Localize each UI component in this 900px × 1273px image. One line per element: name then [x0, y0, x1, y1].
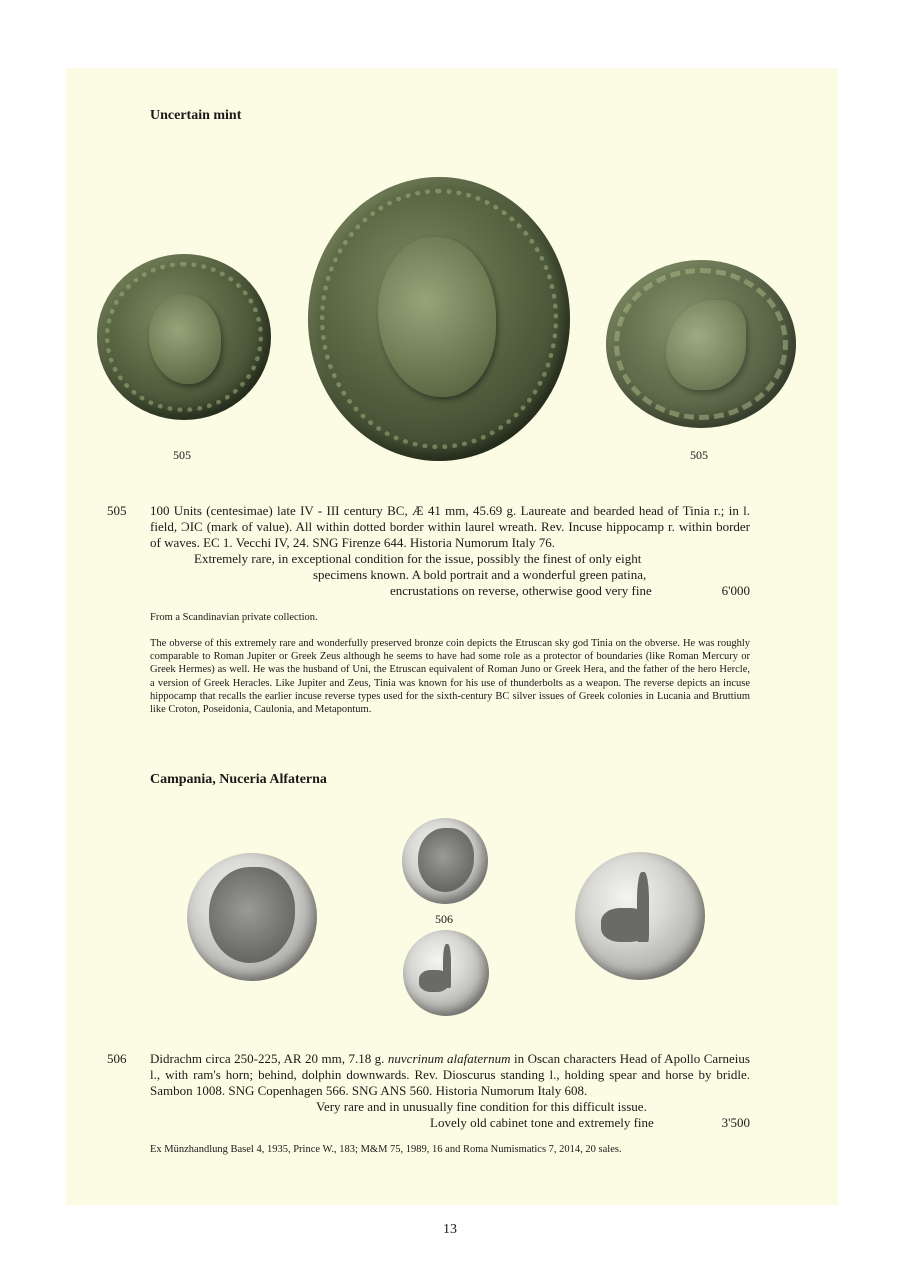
- coin-506-reverse-image: [403, 930, 489, 1016]
- lot-506-provenance: Ex Münzhandlung Basel 4, 1935, Prince W., 183; M&M 75, 1989, 16 and Roma Numismatics 7, 2014, 20 sales.: [150, 1144, 622, 1155]
- lot-505-condition-line-2: specimens known. A bold portrait and a wonderful green patina,: [313, 567, 647, 582]
- coin-506-reverse-enlarged-image: [575, 852, 705, 980]
- lot-506-condition-line-1: Very rare and in unusually fine condition for this difficult issue.: [316, 1099, 647, 1114]
- image-label-505-right: 505: [690, 448, 708, 462]
- coin-505-obverse-enlarged-image: [308, 177, 570, 461]
- section-heading-nuceria-alfaterna: Campania, Nuceria Alfaterna: [150, 772, 327, 787]
- lot-506-description: Didrachm circa 250-225, AR 20 mm, 7.18 g. nuvcrinum alafaternum in Oscan characters Head of Apollo Carneius l., with ram's horn; behind, dolphin downwards. Rev. Dioscurus standing l., holding spear and horse by bridle. Sambon 1008. SNG Copenhagen 566. SNG ANS 560. Historia Numorum Italy 608.: [150, 1051, 750, 1098]
- lot-505-description: 100 Units (centesimae) late IV - III century BC, Æ 41 mm, 45.69 g. Laureate and bearded head of Tinia r.; in l. field, ƆIC (mark of value). All within dotted border within laurel wreath. Rev. Incuse hippocamp r. within border of waves. EC 1. Vecchi IV, 24. SNG Firenze 644. Historia Numorum Italy 76.: [150, 503, 750, 550]
- section-heading-uncertain-mint: Uncertain mint: [150, 108, 242, 123]
- lot-505-provenance: From a Scandinavian private collection.: [150, 612, 318, 623]
- lot-number-506: 506: [107, 1051, 127, 1066]
- coin-506-obverse-image: [402, 818, 488, 904]
- lot-number-505: 505: [107, 503, 127, 518]
- lot-505-condition-line-3: encrustations on reverse, otherwise good very fine: [390, 583, 652, 598]
- lot-505-price: 6'000: [721, 583, 750, 598]
- lot-506-price: 3'500: [721, 1115, 750, 1130]
- lot-505-condition-line-1: Extremely rare, in exceptional condition for the issue, possibly the finest of only eight: [194, 551, 642, 566]
- coin-505-reverse-image: [606, 260, 796, 428]
- coin-505-obverse-image: [97, 254, 271, 420]
- lot-505-note: The obverse of this extremely rare and wonderfully preserved bronze coin depicts the Etruscan sky god Tinia on the obverse. He was roughly comparable to Roman Jupiter or Greek Zeus although he seems to have had some role as a protector of boundaries (like Roman Mercury or Greek Hermes) as well. He was the husband of Uni, the Etruscan equivalent of Roman Juno or Greek Hera, and the father of the hero Hercle, a version of Greek Heracles. Like Jupiter and Zeus, Tinia was known for his use of thunderbolts as a weapon. The reverse depicts an incuse hippocamp that recalls the earlier incuse reverse types used for the sixth-century BC silver issues of Greek colonies in Lucania and Bruttium like Croton, Poseidonia, Caulonia, and Metapontum.: [150, 638, 750, 716]
- oscan-legend: nuvcrinum alafaternum: [387, 1051, 511, 1066]
- lot-506-condition-line-2: Lovely old cabinet tone and extremely fine: [430, 1115, 654, 1130]
- page-number: 13: [443, 1222, 457, 1237]
- image-label-506: 506: [435, 912, 453, 926]
- image-label-505-left: 505: [173, 448, 191, 462]
- coin-506-obverse-enlarged-image: [187, 853, 317, 981]
